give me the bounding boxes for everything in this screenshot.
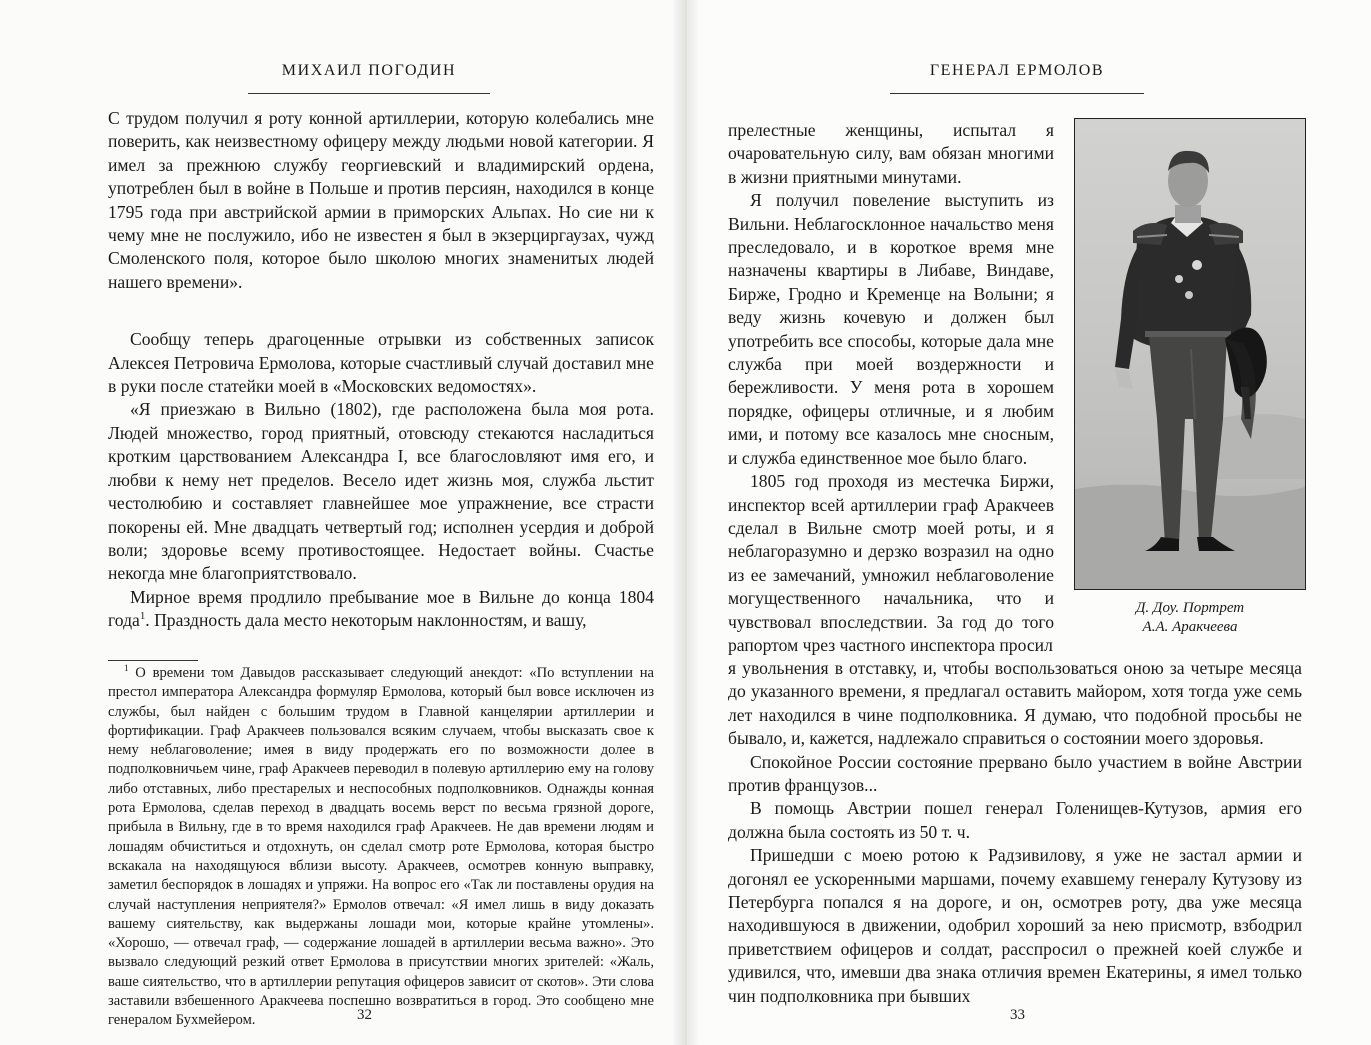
right-wrap-text	[728, 119, 1054, 657]
page-number-right: 33	[1010, 1007, 1025, 1023]
footnote-marker: 1	[124, 663, 129, 674]
paragraph: Я получил повеление выступить из Вильни. Неблагосклонное начальство меня преследовало, и в короткое время мне назначены квартиры в Либаве, Виндаве, Бирже, Гродно и Кременце на Волыни; я веду жизнь кочевую и должен был употребить все способы, которые дала мне служба при моей воздержности и бережливости. У меня рота в хорошем порядке, офицеры отличные, и я любим ими, и потому все казалось мне сносным, и служба единственное мое было благо.	[728, 190, 1054, 468]
portrait-image	[1074, 118, 1306, 590]
footnote	[108, 664, 654, 1031]
running-head-right: ГЕНЕРАЛ ЕРМОЛОВ	[890, 62, 1144, 80]
page-number-left: 32	[357, 1007, 372, 1023]
footnote-ref: 1	[139, 610, 146, 623]
paragraph: Сообщу теперь драгоценные отрывки из собственных записок Алексея Петровича Ермолова, которые счастливый случай доставил мне в руки после статейки моей в «Московских ведомостях».	[108, 329, 654, 397]
caption-line: А.А. Аракчеева	[1142, 619, 1238, 635]
running-head-left: МИХАИЛ ПОГОДИН	[248, 62, 490, 80]
paragraph: 1805 год проходя из местечка Биржи, инспектор всей артиллерии граф Аракчеев сделал в Вильне смотр моей роты, и я неблагоразумно и дерзко возразил на одно из ее замечаний, умножил неблаговоление могущественного начальника, что и чувствовал впоследствии. За год до того рапортом чрез частного инспектора просил	[728, 471, 1054, 655]
right-page	[686, 0, 1371, 1045]
paragraph: В помощь Австрии пошел генерал Голенищев-Кутузов, армия его должна была состоять из 50 т. ч.	[728, 798, 1302, 842]
paragraph: прелестные женщины, испытал я очаровательную силу, вам обязан многими в жизни приятными минутами.	[728, 120, 1054, 187]
paragraph: «Я приезжаю в Вильно (1802), где расположена была моя рота. Людей множество, город приятный, отовсюду стекаются насладиться кротким царствованием Александра I, все благословляют имя его, и любви к нему нет пределов. Весело идет жизнь моя, служба льстит честолюбию и составляет главнейшее мое упражнение, все страсти покорены ей. Мне двадцать четвертый год; исполнен усердия и доброй воли; здоровье всему противостоящее. Недостает войны. Счастье некогда мне благоприятствовало.	[108, 399, 654, 584]
right-full-text	[728, 657, 1302, 1008]
paragraph	[108, 586, 654, 633]
left-main-text	[108, 107, 654, 633]
paragraph: Пришедши с моею ротою к Радзивилову, я уже не застал армии и догонял ее ускоренными маршами, почему ехавшему генералу Кутузову из Петербурга попался я на дороге, и он, осмотрев роту, два уже месяца находившуюся в движении, одобрил хороший за нею присмотр, взбодрил приветствием офицеров и солдат, расспросил о прежней коей службе и удивился, что, имевши два знака отличия времен Екатерины, я имел только чин подполковника при бывших	[728, 845, 1302, 1006]
left-page	[0, 0, 685, 1045]
footnote-body: О времени том Давыдов рассказывает следующий анекдот: «По вступлении на престол императора Александра формуляр Ермолова, который был вовсе исключен из службы, был найден с большим трудом в Главной канцелярии артиллерии и фортификации. Граф Аракчеев пользовался всяким случаем, чтобы высказать свое к нему неблаговоление; имея в виду продержать его по возможности долее в подполковничьем чине, граф Аракчеев переводил в полевую артиллерию ему на голову либо отставных, либо престарелых и неспособных подполковников. Однажды конная рота Ермолова, сделав переход в двадцать восемь верст по весьма грязной дороге, прибыла в Вильну, где в то время находился граф Аракчеев. Не дав времени людям и лошадям обчиститься и отдохнуть, он сделал смотр роте Ермолова, которая быстро вскакала на находящуюся вблизи высоту. Аракчеев, осмотрев конную выправку, заметил беспорядок в лошадях и упряжи. На вопрос его «Так ли поставлены орудия на случай наступления неприятеля?» Ермолов отвечал: «Я имел лишь в виду доказать вашему сиятельству, как выдержаны лошади мои, которые крайне утомлены». «Хорошо, — отвечал граф, — содержание лошадей в артиллерии весьма важно». Это вызвало следующий резкий ответ Ермолова в присутствии многих зрителей: «Жаль, ваше сиятельство, что в артиллерии репутация офицеров зависит от скотов». Эти слова заставили взбешенного Аракчеева поспешно возвратиться в город. Это сообщено мне генералом Бухмейером.	[108, 665, 654, 1029]
paragraph: С трудом получил я роту конной артиллерии, которую колебались мне поверить, как неизвестному офицеру между людьми новой категории. Я имел за прежнюю службу георгиевский и владимирский ордена, употреблен был в войне в Польше и против персиян, находился в конце 1795 года при австрийской армии в приморских Альпах. Но сие ни к чему мне не послужило, ибо не известен я был в экзерциргаузах, чужд Смоленского поля, которое было школою многих знаменитых людей нашего времени».	[108, 108, 654, 292]
portrait-figure	[1075, 119, 1305, 589]
footnote-divider	[108, 660, 198, 661]
footnote-text	[108, 664, 654, 1031]
caption-line: Д. Доу. Портрет	[1135, 600, 1245, 616]
paragraph-text: Мирное время продлило пребывание мое в Вильне до конца 1804 года	[108, 586, 654, 631]
paragraph-text: . Праздность дала место некоторым наклонностям, и вашу,	[145, 610, 587, 631]
paragraph: Спокойное России состояние прервано было участием в войне Австрии против французов...	[728, 751, 1302, 796]
book-gutter	[672, 0, 700, 1045]
portrait-caption	[1074, 599, 1306, 637]
paragraph: я увольнения в отставку, и, чтобы воспользоваться оною за четыре месяца до указанного времени, я предлагал оставить майором, хотя тогда уже семь лет находился в чине подполковника. Я думаю, что подобной просьбы не бывало, и, кажется, надлежало справиться о состоянии моего здоровья.	[728, 658, 1302, 749]
